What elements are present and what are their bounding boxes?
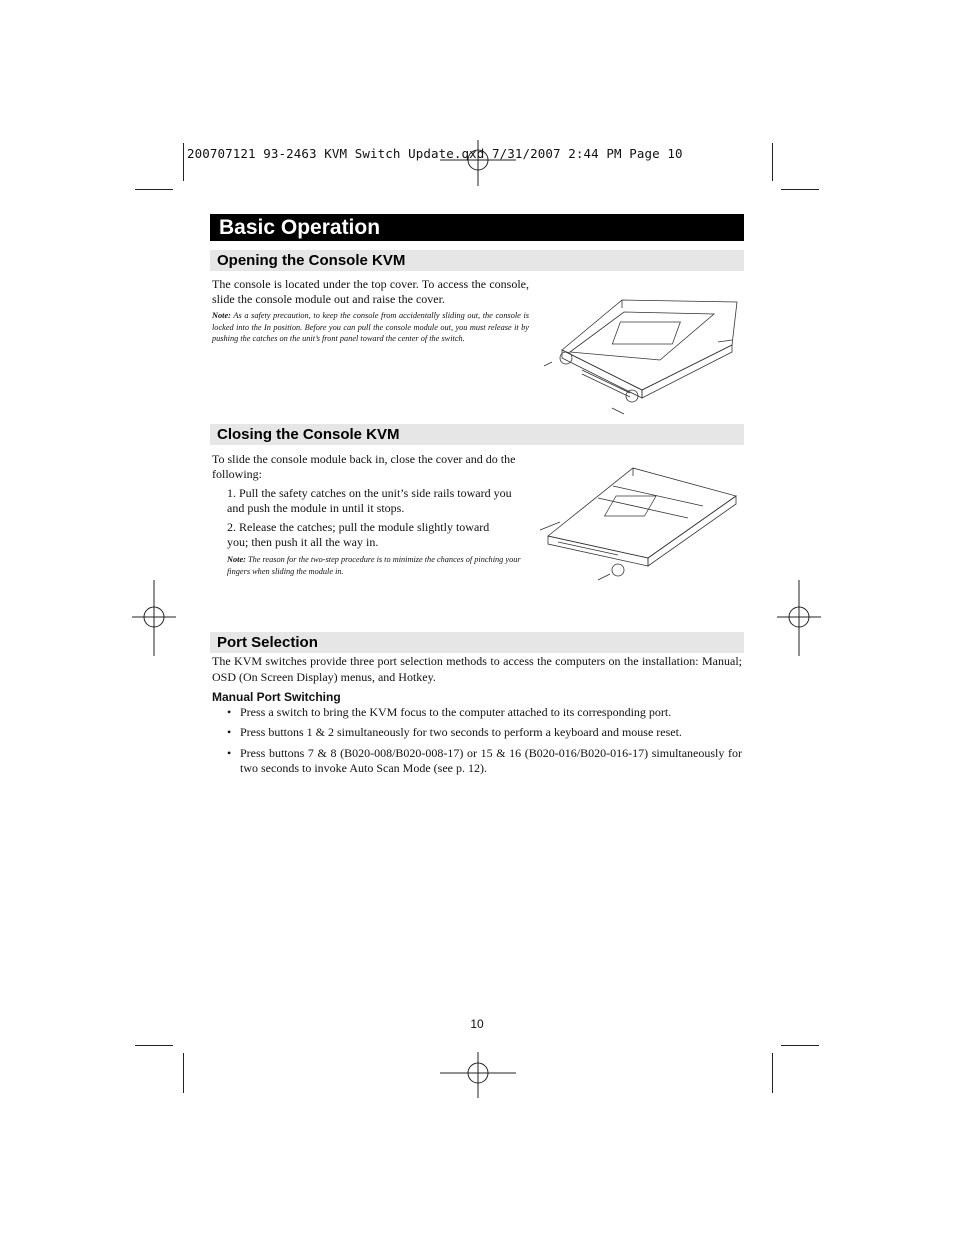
- page-number: 10: [470, 1017, 484, 1031]
- list-item: Press buttons 1 & 2 simultaneously for two seconds to perform a keyboard and mouse reset.: [240, 725, 682, 739]
- bullet-icon: •: [227, 725, 232, 739]
- crop-mark: [781, 189, 819, 190]
- closing-note-text: The reason for the two-step procedure is to minimize the chances of pinching your fingers when sliding the module in.: [227, 555, 521, 576]
- opening-text: The console is located under the top cover. To access the console, slide the console module out and raise the cover.: [212, 277, 529, 306]
- crop-mark: [781, 1045, 819, 1046]
- section-heading-opening: Opening the Console KVM: [217, 252, 406, 269]
- registration-mark-left: [132, 580, 176, 656]
- section-heading-port-bar: [210, 632, 744, 653]
- slug-line: 200707121 93-2463 KVM Switch Update.qxd 7/31/2007 2:44 PM Page 10: [187, 146, 683, 161]
- closing-note: [227, 554, 527, 577]
- port-text: The KVM switches provide three port selection methods to access the computers on the installation: Manual; OSD (On Screen Display) menus, and Hotkey.: [212, 654, 742, 684]
- list-item: Press a switch to bring the KVM focus to the computer attached to its corresponding port.: [240, 705, 672, 719]
- manual-port-subheading: Manual Port Switching: [212, 690, 341, 704]
- crop-mark: [772, 1053, 773, 1093]
- crop-mark: [135, 189, 173, 190]
- page-title: Basic Operation: [219, 216, 381, 239]
- note-label: Note:: [227, 555, 246, 564]
- section-heading-opening-bar: [210, 250, 744, 271]
- section-heading-closing: Closing the Console KVM: [217, 426, 400, 443]
- bullet-icon: •: [227, 705, 232, 719]
- registration-mark-bottom: [440, 1052, 516, 1098]
- opening-note: [212, 310, 529, 345]
- crop-mark: [772, 143, 773, 181]
- page-title-bar: [210, 214, 744, 241]
- note-label: Note:: [212, 311, 231, 320]
- section-heading-port: Port Selection: [217, 634, 318, 651]
- opening-note-text: As a safety precaution, to keep the console from accidentally sliding out, the console is locked into the In position. Before you can pull the console module out, you must release it by pushing the catches on the unit’s front panel toward the center of the switch.: [212, 311, 529, 343]
- bullet-icon: •: [227, 746, 232, 760]
- registration-mark-right: [777, 580, 821, 656]
- section-heading-closing-bar: [210, 424, 744, 445]
- closing-step-2: 2. Release the catches; pull the module slightly toward you; then push it all the way in.: [227, 520, 490, 549]
- list-item: Press buttons 7 & 8 (B020-008/B020-008-17) or 15 & 16 (B020-016/B020-016-17) simultaneously for two seconds to invoke Auto Scan Mode (see p. 12).: [240, 746, 742, 775]
- console-close-illustration: [538, 458, 738, 582]
- console-open-illustration: [542, 290, 742, 420]
- crop-mark: [183, 1053, 184, 1093]
- closing-text: To slide the console module back in, close the cover and do the following:: [212, 452, 516, 481]
- crop-mark: [183, 143, 184, 181]
- crop-mark: [135, 1045, 173, 1046]
- closing-step-1: 1. Pull the safety catches on the unit’s side rails toward you and push the module in until it stops.: [227, 486, 512, 515]
